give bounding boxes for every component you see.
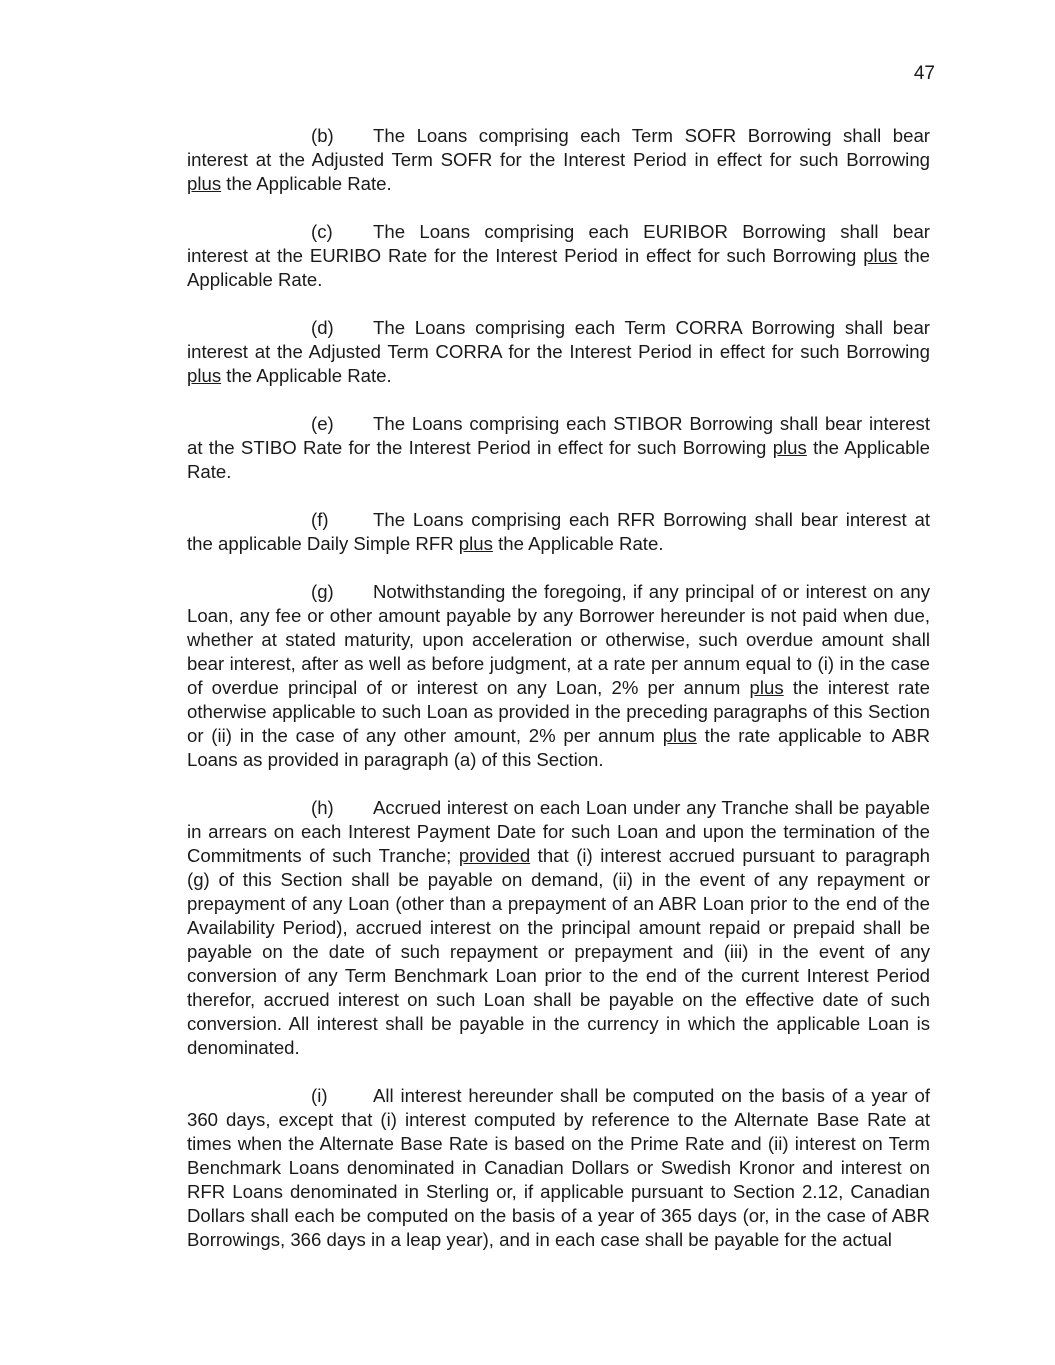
underlined-term: plus: [458, 533, 493, 554]
paragraph-h: [187, 796, 930, 1060]
paragraph-text: Notwithstanding the foregoing, if any principal of or interest on any Loan, any fee or other amount payable by any Borrower hereunder is not paid when due, whether at stated maturity, upon acceleration or otherwise, such overdue amount shall bear interest, after as well as before judgment, at a rate per annum equal to (i) in the case of overdue principal of or interest on any Loan, 2% per annum: [187, 581, 930, 698]
paragraph-text: The Loans comprising each Term CORRA Borrowing shall bear interest at the Adjusted Term CORRA for the Interest Period in effect for such Borrowing: [187, 317, 930, 362]
paragraph-label: (i): [311, 1085, 328, 1106]
paragraph-e: [187, 412, 930, 484]
paragraph-d: [187, 316, 930, 388]
paragraph-text: the interest rate otherwise applicable to such Loan as provided in the preceding paragraphs of this Section or (ii) in the case of any other amount, 2% per annum: [187, 677, 930, 746]
paragraph-text: Accrued interest on each Loan under any Tranche shall be payable in arrears on each Interest Payment Date for such Loan and upon the termination of the Commitments of such Tranche;: [187, 797, 930, 866]
paragraph-text: the Applicable Rate.: [492, 533, 664, 554]
paragraph-label: (d): [311, 317, 334, 338]
paragraph-text: the Applicable Rate.: [221, 365, 392, 386]
paragraph-text: The Loans comprising each RFR Borrowing shall bear interest at the applicable Daily Simple RFR: [187, 509, 930, 554]
paragraph-label: (g): [311, 581, 334, 602]
paragraph-text: The Loans comprising each EURIBOR Borrowing shall bear interest at the EURIBO Rate for the Interest Period in effect for such Borrowing: [187, 221, 930, 266]
paragraph-text: the Applicable Rate.: [187, 437, 930, 482]
page-number: 47: [913, 63, 935, 84]
paragraph-text: the rate applicable to ABR Loans as provided in paragraph (a) of this Section.: [187, 725, 931, 770]
underlined-term: plus: [662, 725, 697, 746]
document-body: [187, 124, 930, 1276]
paragraph-label: (b): [311, 125, 334, 146]
paragraph-label: (h): [311, 797, 334, 818]
paragraph-text: The Loans comprising each Term SOFR Borrowing shall bear interest at the Adjusted Term SOFR for the Interest Period in effect for such Borrowing: [187, 125, 930, 170]
paragraph-label: (c): [311, 221, 333, 242]
paragraph-label: (e): [311, 413, 334, 434]
underlined-term: plus: [863, 245, 898, 266]
paragraph-b: [187, 124, 930, 196]
underlined-term: plus: [772, 437, 807, 458]
paragraph-g: [187, 580, 930, 772]
underlined-term: plus: [749, 677, 784, 698]
underlined-term: provided: [458, 845, 531, 866]
paragraph-text: that (i) interest accrued pursuant to paragraph (g) of this Section shall be payable on demand, (ii) in the event of any repayment or prepayment of any Loan (other than a prepayment of an ABR Loan prior to the end of the Availability Period), accrued interest on the principal amount repaid or prepaid shall be payable on the date of such repayment or prepayment and (iii) in the event of any conversion of any Term Benchmark Loan prior to the end of the current Interest Period therefor, accrued interest on such Loan shall be payable on the effective date of such conversion. All interest shall be payable in the currency in which the applicable Loan is denominated.: [187, 845, 930, 1058]
underlined-term: plus: [187, 365, 222, 386]
underlined-term: plus: [187, 173, 222, 194]
paragraph-f: [187, 508, 930, 556]
paragraph-c: [187, 220, 930, 292]
paragraph-text: the Applicable Rate.: [187, 245, 930, 290]
paragraph-text: The Loans comprising each STIBOR Borrowing shall bear interest at the STIBO Rate for the Interest Period in effect for such Borrowing: [187, 413, 930, 458]
paragraph-i: [187, 1084, 930, 1252]
paragraph-text: All interest hereunder shall be computed on the basis of a year of 360 days, except that (i) interest computed by reference to the Alternate Base Rate at times when the Alternate Base Rate is based on the Prime Rate and (ii) interest on Term Benchmark Loans denominated in Canadian Dollars or Swedish Kronor and interest on RFR Loans denominated in Sterling or, if applicable pursuant to Section 2.12, Canadian Dollars shall each be computed on the basis of a year of 365 days (or, in the case of ABR Borrowings, 366 days in a leap year), and in each case shall be payable for the actual: [187, 1085, 930, 1250]
paragraph-label: (f): [311, 509, 329, 530]
paragraph-text: the Applicable Rate.: [221, 173, 392, 194]
